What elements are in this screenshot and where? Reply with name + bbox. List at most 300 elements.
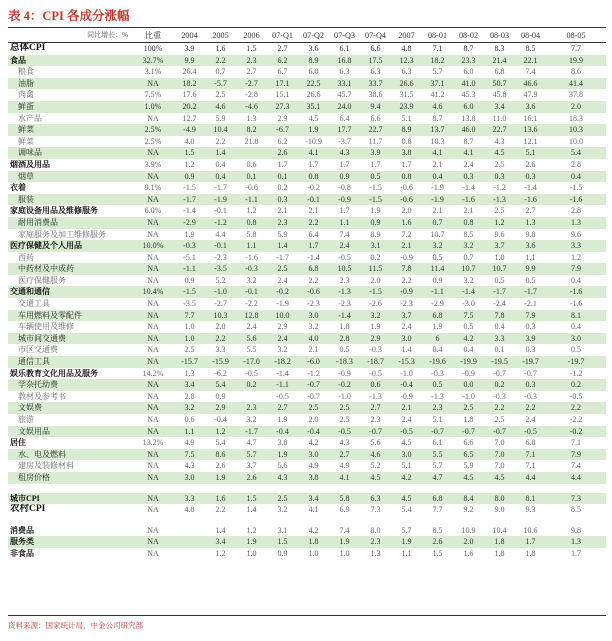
table-row bbox=[8, 194, 606, 206]
value-cell: 1.9 bbox=[184, 229, 195, 239]
value-cell: 0.5 bbox=[360, 171, 391, 183]
value-cell: 13.8 bbox=[461, 113, 476, 123]
value-cell: 18.2 bbox=[174, 78, 205, 90]
value-cell: 2.2 bbox=[215, 505, 226, 515]
value-cell: 6.1 bbox=[432, 438, 443, 448]
header-cell: 08-03 bbox=[484, 29, 515, 43]
value-cell: -0.7 bbox=[453, 426, 484, 438]
value-cell: -1.6 bbox=[546, 286, 606, 298]
value-cell: 2.0 bbox=[215, 322, 226, 332]
value-cell: 12.3 bbox=[391, 55, 422, 67]
value-cell: 1.7 bbox=[401, 159, 412, 169]
value-cell: 41.2 bbox=[430, 90, 445, 100]
value-cell: 11.5 bbox=[360, 263, 391, 275]
value-cell: -0.3 bbox=[174, 240, 205, 252]
value-cell: 10.3 bbox=[205, 310, 236, 322]
value-cell: -19.5 bbox=[484, 356, 515, 368]
value-cell: -3.0 bbox=[462, 299, 475, 309]
value-cell: 6.8 bbox=[422, 493, 453, 505]
value-cell: 19.9 bbox=[546, 55, 606, 67]
value-cell: 9.0 bbox=[494, 505, 505, 515]
value-cell: -0.9 bbox=[329, 194, 360, 206]
value-cell: 4.9 bbox=[184, 438, 195, 448]
weight-cell: NA bbox=[147, 322, 159, 332]
header-row bbox=[8, 29, 606, 43]
value-cell: 8.0 bbox=[370, 525, 381, 535]
value-cell: -0.9 bbox=[400, 252, 413, 262]
value-cell: 7.1 bbox=[525, 461, 536, 471]
value-cell: 2.2 bbox=[205, 333, 236, 345]
value-cell: 3.2 bbox=[277, 345, 288, 355]
value-cell: 1.6 bbox=[205, 493, 236, 505]
value-cell: 1.7 bbox=[370, 159, 381, 169]
value-cell: 2.1 bbox=[391, 240, 422, 252]
value-cell: 2.2 bbox=[401, 275, 412, 285]
table-row bbox=[8, 548, 606, 560]
row-label: 通信工具 bbox=[8, 356, 132, 368]
value-cell: 3.2 bbox=[422, 240, 453, 252]
value-cell: 22.7 bbox=[360, 124, 391, 136]
weight-cell: NA bbox=[132, 147, 174, 159]
value-cell: 7.4 bbox=[339, 229, 350, 239]
row-label: 建房及装修材料 bbox=[18, 461, 74, 471]
value-cell: 4.8 bbox=[401, 44, 412, 53]
row-label: 水、电及燃料 bbox=[8, 449, 132, 461]
value-cell: 1.8 bbox=[484, 536, 515, 548]
value-cell: -0.4 bbox=[214, 415, 227, 424]
value-cell: 4.6 bbox=[422, 101, 453, 113]
value-cell: 2.4 bbox=[401, 415, 412, 424]
value-cell: 4.8 bbox=[184, 505, 195, 515]
weight-cell: NA bbox=[147, 229, 159, 239]
weight-cell: 13.2% bbox=[142, 438, 164, 448]
value-cell: 0.7 bbox=[215, 67, 226, 77]
value-cell: 0.0 bbox=[453, 379, 484, 391]
weight-cell: NA bbox=[132, 356, 174, 368]
value-cell: 10.3 bbox=[430, 136, 445, 146]
spacer-cell bbox=[8, 484, 606, 493]
value-cell: 17.7 bbox=[329, 124, 360, 136]
value-cell: 1.8 bbox=[339, 322, 350, 332]
value-cell: 11.4 bbox=[422, 263, 453, 275]
value-cell: 5.1 bbox=[401, 113, 412, 123]
value-cell: -0.5 bbox=[245, 368, 258, 378]
weight-cell: 2.5% bbox=[132, 124, 174, 136]
value-cell: 37.1 bbox=[422, 78, 453, 90]
table-row bbox=[8, 240, 606, 252]
value-cell: 9.8 bbox=[525, 229, 536, 239]
row-label: 水产品 bbox=[18, 113, 42, 123]
table-row bbox=[8, 310, 606, 322]
value-cell: -0.7 bbox=[422, 426, 453, 438]
value-cell: -19.7 bbox=[515, 356, 546, 368]
value-cell: -0.1 bbox=[236, 286, 267, 298]
row-label: 城市CPI bbox=[8, 493, 132, 505]
value-cell: 3.2 bbox=[174, 402, 205, 414]
value-cell: 1.7 bbox=[339, 206, 350, 216]
value-cell: 8.9 bbox=[298, 55, 329, 67]
value-cell: 6.8 bbox=[494, 67, 505, 77]
header-cell: 比重 bbox=[132, 29, 174, 43]
value-cell: 18.2 bbox=[422, 55, 453, 67]
value-cell: -0.3 bbox=[493, 391, 506, 401]
value-cell: 8.2 bbox=[236, 124, 267, 136]
value-cell: 4.1 bbox=[298, 147, 329, 159]
value-cell: -1.5 bbox=[369, 183, 382, 193]
table-row bbox=[8, 182, 606, 194]
weight-cell: NA bbox=[147, 113, 159, 123]
row-label: 城市间交通费 bbox=[8, 333, 132, 345]
value-cell: 1.3 bbox=[246, 113, 257, 123]
weight-cell: NA bbox=[147, 275, 159, 285]
value-cell: -2.7 bbox=[214, 299, 227, 309]
value-cell: 1.3 bbox=[515, 217, 546, 229]
row-label: 非食品 bbox=[10, 548, 34, 558]
value-cell: 2.1 bbox=[391, 402, 422, 414]
value-cell: 2.9 bbox=[277, 113, 288, 123]
value-cell: 0.9 bbox=[360, 217, 391, 229]
value-cell: 5.8 bbox=[329, 493, 360, 505]
value-cell: 3.3 bbox=[484, 333, 515, 345]
value-cell: 7.9 bbox=[515, 310, 546, 322]
value-cell: -1.6 bbox=[546, 194, 606, 206]
value-cell: 3.2 bbox=[463, 275, 474, 285]
value-cell: 1.3 bbox=[546, 536, 606, 548]
value-cell: 27.3 bbox=[267, 101, 298, 113]
value-cell: -5.7 bbox=[205, 78, 236, 90]
value-cell: 0.4 bbox=[432, 345, 443, 355]
value-cell: 2.1 bbox=[432, 206, 443, 216]
value-cell: 5.4 bbox=[401, 505, 412, 515]
value-cell: 0.6 bbox=[246, 159, 257, 169]
value-cell: 3.9 bbox=[184, 44, 195, 53]
value-cell: 2.5 bbox=[494, 159, 505, 169]
value-cell: 1.1 bbox=[329, 217, 360, 229]
header-cell: 07-Q3 bbox=[329, 29, 360, 43]
table-row bbox=[8, 159, 606, 171]
value-cell: 1.0 bbox=[174, 333, 205, 345]
value-cell: 0.5 bbox=[339, 345, 350, 355]
value-cell: 7.9 bbox=[546, 263, 606, 275]
value-cell: 2.6 bbox=[422, 536, 453, 548]
value-cell: -2.4 bbox=[493, 299, 506, 309]
value-cell: 5.5 bbox=[246, 345, 257, 355]
value-cell bbox=[174, 548, 205, 560]
source-note: 资料来源：国家统计局，中金公司研究部 bbox=[8, 621, 143, 630]
value-cell: 17.6 bbox=[182, 90, 197, 100]
value-cell: -1.6 bbox=[453, 194, 484, 206]
value-cell: 2.5 bbox=[267, 493, 298, 505]
value-cell: 7.1 bbox=[432, 44, 443, 53]
value-cell: 21.8 bbox=[244, 136, 259, 146]
value-cell: 1.6 bbox=[391, 217, 422, 229]
value-cell: 0.5 bbox=[432, 252, 443, 262]
value-cell: 3.3 bbox=[546, 240, 606, 252]
table-row bbox=[8, 356, 606, 368]
row-label: 服务类 bbox=[8, 536, 132, 548]
value-cell: -1.2 bbox=[493, 183, 506, 193]
value-cell: 4.7 bbox=[246, 438, 257, 448]
value-cell: 4.2 bbox=[308, 525, 319, 535]
table-row bbox=[8, 493, 606, 505]
header-cell: 2004 bbox=[174, 29, 205, 43]
row-label: 农村CPI bbox=[10, 504, 46, 515]
value-cell: -3.5 bbox=[205, 263, 236, 275]
value-cell: 2.5 bbox=[298, 402, 329, 414]
value-cell: 46.0 bbox=[453, 124, 484, 136]
value-cell: 4.2 bbox=[453, 333, 484, 345]
value-cell: -18.2 bbox=[267, 356, 298, 368]
value-cell: 1.8 bbox=[525, 548, 536, 558]
value-cell: -1.7 bbox=[276, 252, 289, 262]
value-cell: 3.9 bbox=[360, 147, 391, 159]
value-cell: 5.7 bbox=[432, 461, 443, 471]
value-cell: -19.6 bbox=[422, 356, 453, 368]
value-cell: 0.9 bbox=[432, 275, 443, 285]
value-cell: 7.3 bbox=[370, 505, 381, 515]
row-label: 文娱用品 bbox=[8, 426, 132, 438]
weight-cell: NA bbox=[147, 461, 159, 471]
value-cell: -1.4 bbox=[276, 368, 289, 378]
weight-cell: NA bbox=[147, 548, 159, 558]
value-cell: -2.6 bbox=[369, 299, 382, 309]
value-cell: -1.3 bbox=[431, 391, 444, 401]
value-cell: 4.2 bbox=[391, 472, 422, 484]
weight-cell: 10.4% bbox=[132, 286, 174, 298]
value-cell: 11.0 bbox=[492, 113, 507, 123]
value-cell: 0.7 bbox=[463, 252, 474, 262]
value-cell: 1.2 bbox=[571, 252, 581, 262]
value-cell: 5.4 bbox=[546, 147, 606, 159]
value-cell: 2.7 bbox=[267, 402, 298, 414]
value-cell: 2.1 bbox=[308, 345, 319, 355]
value-cell: 0.2 bbox=[236, 379, 267, 391]
value-cell: 24.0 bbox=[329, 101, 360, 113]
value-cell: 41.4 bbox=[546, 78, 606, 90]
value-cell: 47.9 bbox=[523, 90, 538, 100]
value-cell: 2.8 bbox=[571, 159, 581, 169]
table-row bbox=[8, 286, 606, 298]
value-cell: 1.7 bbox=[515, 536, 546, 548]
value-cell: 2.4 bbox=[277, 275, 288, 285]
value-cell: -2.3 bbox=[338, 299, 351, 309]
value-cell: 4.0 bbox=[184, 136, 195, 146]
row-label: 耐用消费品 bbox=[8, 217, 132, 229]
value-cell: 26.6 bbox=[391, 78, 422, 90]
value-cell: 23.9 bbox=[391, 101, 422, 113]
value-cell: 5.9 bbox=[277, 229, 288, 239]
value-cell: 0.2 bbox=[484, 379, 515, 391]
value-cell: 5.1 bbox=[401, 461, 412, 471]
value-cell: 9.6 bbox=[571, 229, 581, 239]
value-cell: -1.5 bbox=[569, 183, 583, 193]
weight-cell: 3.9% bbox=[144, 159, 162, 169]
value-cell: 5.4 bbox=[215, 438, 226, 448]
value-cell: 8.5 bbox=[463, 229, 474, 239]
value-cell: 17.5 bbox=[360, 55, 391, 67]
value-cell: -6.7 bbox=[267, 124, 298, 136]
value-cell: 1.5 bbox=[174, 147, 205, 159]
value-cell: 4.6 bbox=[205, 101, 236, 113]
weight-cell: NA bbox=[147, 415, 159, 424]
row-label: 市区交通费 bbox=[18, 345, 58, 355]
value-cell: 6.1 bbox=[339, 44, 350, 53]
value-cell: 2.6 bbox=[267, 147, 298, 159]
value-cell: 2.2 bbox=[308, 275, 319, 285]
value-cell: 6.3 bbox=[401, 67, 412, 77]
value-cell: -1.1 bbox=[174, 263, 205, 275]
value-cell: 8.7 bbox=[463, 44, 474, 53]
value-cell: -3.5 bbox=[183, 299, 196, 309]
value-cell: 1.1 bbox=[236, 240, 267, 252]
value-cell: 0.8 bbox=[453, 217, 484, 229]
row-label: 交通工具 bbox=[18, 299, 50, 309]
value-cell: 4.3 bbox=[494, 136, 505, 146]
value-cell: 4.6 bbox=[360, 449, 391, 461]
weight-cell: 6.0% bbox=[144, 206, 162, 216]
value-cell: 0.6 bbox=[360, 379, 391, 391]
value-cell: 6.0 bbox=[308, 67, 319, 77]
weight-cell: NA bbox=[132, 310, 174, 322]
value-cell: 7.0 bbox=[484, 449, 515, 461]
value-cell: 5.7 bbox=[236, 449, 267, 461]
weight-cell: NA bbox=[147, 391, 159, 401]
value-cell: 4.9 bbox=[339, 461, 350, 471]
value-cell: 2.8 bbox=[184, 391, 195, 401]
value-cell: 21.4 bbox=[484, 55, 515, 67]
value-cell: 8.4 bbox=[453, 493, 484, 505]
value-cell: 2.7 bbox=[329, 449, 360, 461]
value-cell: 0.3 bbox=[525, 322, 536, 332]
value-cell: 4.1 bbox=[329, 472, 360, 484]
header-cell: 08-01 bbox=[422, 29, 453, 43]
row-label: 衣着 bbox=[10, 183, 26, 193]
value-cell: 0.3 bbox=[515, 171, 546, 183]
value-cell: 0.9 bbox=[277, 548, 288, 558]
value-cell: -1.3 bbox=[329, 286, 360, 298]
value-cell: -0.9 bbox=[391, 286, 422, 298]
value-cell: 8.9 bbox=[370, 229, 381, 239]
value-cell: 10.0 bbox=[267, 310, 298, 322]
value-cell: 2.4 bbox=[246, 322, 257, 332]
value-cell: 6.8 bbox=[525, 438, 536, 448]
value-cell: 2.6 bbox=[215, 461, 226, 471]
table-row bbox=[8, 344, 606, 356]
value-cell: 2.5 bbox=[329, 402, 360, 414]
value-cell: 2.7 bbox=[277, 44, 288, 53]
value-cell: 2.7 bbox=[525, 206, 536, 216]
value-cell: -1.1 bbox=[236, 194, 267, 206]
value-cell: 26.4 bbox=[182, 67, 197, 77]
value-cell: 23.3 bbox=[453, 55, 484, 67]
value-cell: 1.5 bbox=[246, 44, 257, 53]
value-cell bbox=[174, 536, 205, 548]
value-cell: 0.8 bbox=[298, 171, 329, 183]
table-row bbox=[8, 504, 606, 516]
value-cell: -0.7 bbox=[307, 391, 320, 401]
weight-cell: 32.7% bbox=[132, 55, 174, 67]
value-cell: 1.8 bbox=[463, 415, 474, 424]
weight-cell: NA bbox=[147, 505, 159, 515]
value-cell: 12.8 bbox=[236, 310, 267, 322]
value-cell: 1.8 bbox=[494, 548, 505, 558]
header-cell: 07-Q4 bbox=[360, 29, 391, 43]
value-cell: 5.1 bbox=[515, 147, 546, 159]
value-cell: 1.6 bbox=[215, 44, 226, 53]
cpi-components-table bbox=[8, 29, 606, 560]
value-cell: 7.9 bbox=[546, 449, 606, 461]
value-cell: 2.9 bbox=[360, 333, 391, 345]
value-cell: 1.3 bbox=[184, 368, 195, 378]
value-cell: 15.1 bbox=[275, 90, 290, 100]
row-label: 鲜菜 bbox=[8, 124, 132, 136]
weight-cell: NA bbox=[132, 379, 174, 391]
value-cell: 0.8 bbox=[401, 136, 412, 146]
value-cell: 7.4 bbox=[339, 525, 350, 535]
value-cell: 0.3 bbox=[525, 345, 536, 355]
value-cell: 5.9 bbox=[215, 113, 226, 123]
table-row bbox=[8, 205, 606, 217]
value-cell: 6.9 bbox=[339, 505, 350, 515]
value-cell: -1.7 bbox=[214, 183, 227, 193]
value-cell: -2.2 bbox=[245, 299, 258, 309]
value-cell: 1.9 bbox=[391, 536, 422, 548]
header-cell: 2005 bbox=[205, 29, 236, 43]
row-label: 食品 bbox=[8, 55, 132, 67]
value-cell: 10.3 bbox=[546, 124, 606, 136]
value-cell: -0.6 bbox=[391, 194, 422, 206]
value-cell: 7.8 bbox=[391, 263, 422, 275]
top-rule bbox=[8, 27, 606, 28]
value-cell: -1.4 bbox=[524, 183, 537, 193]
row-label: 鲜蛋 bbox=[8, 101, 132, 113]
value-cell: -1.5 bbox=[183, 183, 196, 193]
value-cell: 0.7 bbox=[422, 217, 453, 229]
weight-cell: NA bbox=[132, 333, 174, 345]
value-cell: 2.2 bbox=[215, 136, 226, 146]
value-cell: 20.2 bbox=[174, 101, 205, 113]
value-cell: -1.0 bbox=[400, 368, 413, 378]
value-cell: 3.4 bbox=[484, 101, 515, 113]
value-cell: -2.7 bbox=[236, 78, 267, 90]
value-cell: 18.3 bbox=[569, 113, 583, 123]
value-cell: 2.7 bbox=[360, 402, 391, 414]
value-cell: -0.3 bbox=[524, 391, 537, 401]
value-cell: 6.4 bbox=[339, 113, 350, 123]
value-cell: 11.7 bbox=[368, 136, 383, 146]
value-cell: 0.4 bbox=[494, 322, 505, 332]
table-row bbox=[8, 113, 606, 125]
value-cell: 2.1 bbox=[308, 206, 319, 216]
row-label: 西药 bbox=[18, 252, 34, 262]
value-cell: -0.2 bbox=[329, 379, 360, 391]
value-cell: -0.5 bbox=[569, 391, 583, 401]
value-cell: 4.9 bbox=[308, 461, 319, 471]
value-cell: 6.3 bbox=[370, 67, 381, 77]
value-cell: 33.7 bbox=[360, 78, 391, 90]
value-cell: -0.7 bbox=[360, 426, 391, 438]
table-row bbox=[8, 391, 606, 403]
value-cell: 4.1 bbox=[308, 505, 319, 515]
value-cell: 7.7 bbox=[571, 44, 581, 53]
row-label: 烟草 bbox=[8, 171, 132, 183]
row-label: 消费品 bbox=[10, 525, 34, 535]
value-cell: -1.1 bbox=[267, 379, 298, 391]
value-cell: -0.5 bbox=[329, 426, 360, 438]
value-cell: 2.3 bbox=[370, 415, 381, 424]
value-cell: 7.3 bbox=[546, 493, 606, 505]
table-row bbox=[8, 66, 606, 78]
